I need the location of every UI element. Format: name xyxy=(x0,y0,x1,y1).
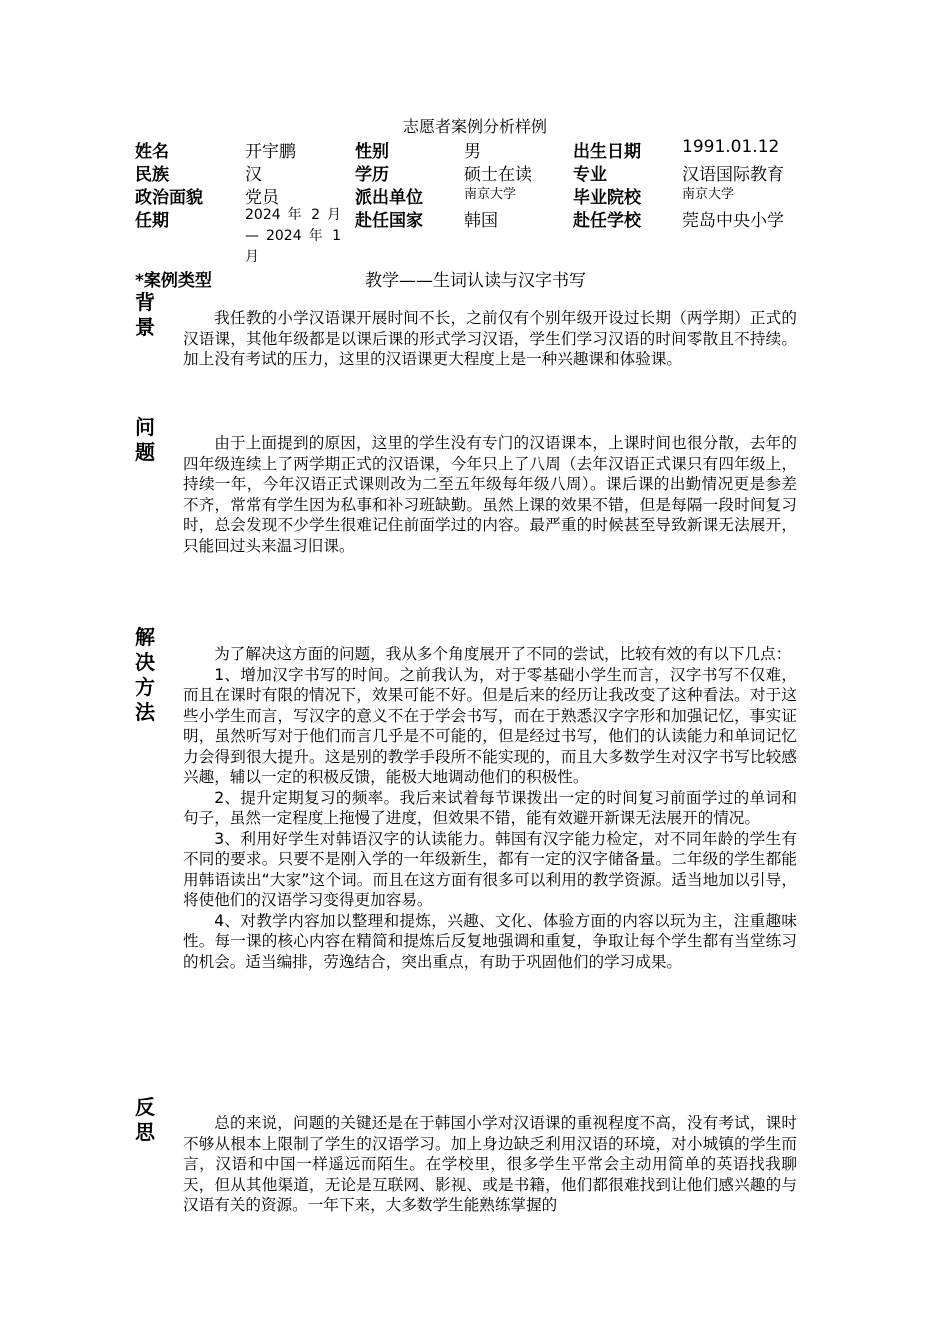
dispatch-label: 派出单位 xyxy=(355,188,423,208)
ethnicity-label: 民族 xyxy=(135,165,169,185)
country-label: 赴任国家 xyxy=(355,211,423,231)
case-type-value: 教学——生词认读与汉字书写 xyxy=(365,271,586,291)
solution-paragraph: 4、对教学内容加以整理和提炼，兴趣、文化、体验方面的内容以玩为主，注重趣味性。每一课的核心内容在精简和提炼后反复地强调和重复，争取让每个学生都有当堂练习的机会。适当编排，劳逸结合，突出重点，有助于巩固他们的学习成果。 xyxy=(183,911,797,971)
school-label: 赴任学校 xyxy=(573,211,641,231)
solution-heading: 解决方法 xyxy=(135,625,155,724)
reflection-paragraph: 总的来说，问题的关键还是在于韩国小学对汉语课的重视程度不高，没有考试，课时不够从根本上限制了学生的汉语学习。加上身边缺乏利用汉语的环境，对小城镇的学生而言，汉语和中国一样遥远而陌生。在学校里，很多学生平常会主动用简单的英语找我聊天，但从其他渠道，无论是互联网、影视、或是书籍，他们都很难找到让他们感兴趣的与汉语有关的资源。一年下来，大多数学生能熟练掌握的 xyxy=(183,1114,797,1214)
major-value: 汉语国际教育 xyxy=(682,165,784,185)
solution-body xyxy=(183,644,797,972)
problem-body xyxy=(183,433,797,556)
solution-paragraph: 为了解决这方面的问题，我从多个角度展开了不同的尝试，比较有效的有以下几点： xyxy=(214,645,792,663)
problem-heading: 问题 xyxy=(135,415,155,464)
political-label: 政治面貌 xyxy=(135,188,203,208)
problem-paragraph: 由于上面提到的原因，这里的学生没有专门的汉语课本，上课时间也很分散，去年的四年级连续上了两学期正式的汉语课，今年只上了八周（去年汉语正式课只有四年级上，持续一年，今年汉语正式课则改为二至五年级每年级八周）。课后课的出勤情况更是参差不齐，常常有学生因为私事和补习班缺勤。虽然上课的效果不错，但是每隔一段时间复习时，总会发现不少学生很难记住前面学过的内容。最严重的时候甚至导致新课无法展开，只能回过头来温习旧课。 xyxy=(183,434,797,555)
solution-paragraph: 3、利用好学生对韩语汉字的认读能力。韩国有汉字能力检定，对不同年龄的学生有不同的要求。只要不是刚入学的一年级新生，都有一定的汉字储备量。二年级的学生都能用韩语读出“大家”这个词。而且在这方面有很多可以利用的教学资源。适当地加以引导，将使他们的汉语学习变得更加容易。 xyxy=(183,829,797,909)
gender-label: 性别 xyxy=(355,142,389,162)
reflection-body xyxy=(183,1113,797,1216)
solution-paragraph: 1、增加汉字书写的时间。之前我认为，对于零基础小学生而言，汉字书写不仅难，而且在课时有限的情况下，效果可能不好。但是后来的经历让我改变了这种看法。对于这些小学生而言，写汉字的意义不在于学会书写，而在于熟悉汉字字形和加强记忆，事实证明，虽然听写对于他们而言几乎是不可能的，但是经过书写，他们的认读能力和单词记忆力会得到很大提升。这是别的教学手段所不能实现的，而且大多数学生对汉字书写比较感兴趣，辅以一定的积极反馈，能极大地调动他们的积极性。 xyxy=(183,665,797,786)
major-label: 专业 xyxy=(573,165,607,185)
background-body xyxy=(183,308,797,370)
country-value: 韩国 xyxy=(464,211,498,231)
school-value: 莞岛中央小学 xyxy=(682,211,784,231)
name-label: 姓名 xyxy=(135,142,169,162)
graduate-value: 南京大学 xyxy=(682,187,735,202)
period-value: 2024 年 2 月 — 2024 年 1 月 xyxy=(245,207,341,265)
period-label: 任期 xyxy=(135,211,169,231)
ethnicity-value: 汉 xyxy=(245,165,262,185)
case-type-label: *案例类型 xyxy=(135,271,212,291)
reflection-heading: 反思 xyxy=(135,1095,155,1144)
background-paragraph: 我任教的小学汉语课开展时间不长，之前仅有个别年级开设过长期（两学期）正式的汉语课，其他年级都是以课后课的形式学习汉语，学生们学习汉语的时间零散且不持续。加上没有考试的压力，这里的汉语课更大程度上是一种兴趣课和体验课。 xyxy=(183,309,797,368)
birth-label: 出生日期 xyxy=(573,142,641,162)
birth-value: 1991.01.12 xyxy=(682,137,780,157)
education-label: 学历 xyxy=(355,165,389,185)
gender-value: 男 xyxy=(464,142,481,162)
name-value: 开宇鹏 xyxy=(245,142,296,162)
document-title: 志愿者案例分析样例 xyxy=(402,117,547,136)
background-heading: 背景 xyxy=(135,290,155,339)
graduate-label: 毕业院校 xyxy=(573,188,641,208)
education-value: 硕士在读 xyxy=(464,165,532,185)
solution-paragraph: 2、提升定期复习的频率。我后来试着每节课拨出一定的时间复习前面学过的单词和句子，虽然一定程度上拖慢了进度，但效果不错，能有效避开新课无法展开的情况。 xyxy=(183,788,797,827)
political-value: 党员 xyxy=(245,188,279,208)
dispatch-value: 南京大学 xyxy=(464,187,517,202)
